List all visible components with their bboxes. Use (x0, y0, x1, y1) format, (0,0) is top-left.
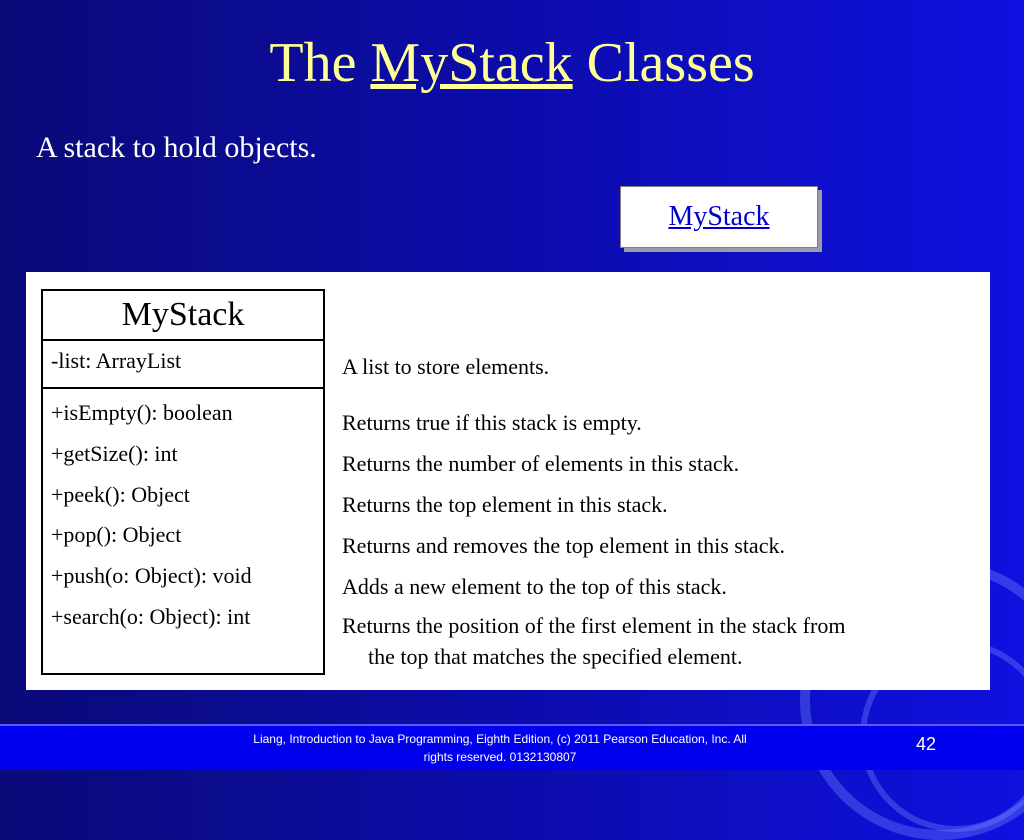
method-description: Returns the position of the first element in the stack from (342, 613, 846, 638)
uml-field: -list: ArrayList (43, 341, 323, 389)
page-number: 42 (915, 734, 937, 754)
title-suffix: Classes (586, 32, 755, 94)
method-description: Returns true if this stack is empty. (342, 410, 642, 435)
field-description: A list to store elements. (342, 354, 550, 379)
uml-class-box (41, 289, 325, 675)
uml-methods-list (43, 389, 323, 638)
method-description-multiline (342, 607, 845, 672)
title-prefix: The (269, 32, 357, 94)
method-description: Returns and removes the top element in this stack. (342, 533, 785, 558)
uml-method: +push(o: Object): void (51, 563, 252, 589)
method-description: Returns the top element in this stack. (342, 492, 668, 517)
footer-copyright (190, 730, 810, 766)
uml-panel (26, 272, 990, 690)
uml-method: +search(o: Object): int (51, 603, 251, 629)
slide-subtitle: A stack to hold objects. (36, 131, 317, 164)
footer-line-1: Liang, Introduction to Java Programming, Eighth Edition, (c) 2011 Pearson Education, Inc. All (253, 732, 747, 746)
uml-method: +pop(): Object (51, 522, 182, 548)
uml-method: +getSize(): int (51, 440, 178, 466)
uml-class-name: MyStack (43, 291, 323, 341)
method-description: Adds a new element to the top of this stack. (342, 574, 727, 599)
method-description: Returns the number of elements in this stack. (342, 451, 740, 476)
uml-method: +isEmpty(): boolean (51, 400, 233, 425)
slide-footer (0, 724, 1024, 770)
footer-line-2: rights reserved. 0132130807 (423, 750, 577, 764)
uml-method: +peek(): Object (51, 481, 190, 507)
mystack-link-label[interactable]: MyStack (668, 201, 770, 232)
mystack-link-button[interactable] (620, 186, 818, 248)
slide-title (0, 28, 1024, 98)
method-descriptions (342, 402, 845, 672)
title-link[interactable]: MyStack (370, 32, 573, 94)
method-description-continuation: the top that matches the specified element. (368, 644, 743, 669)
